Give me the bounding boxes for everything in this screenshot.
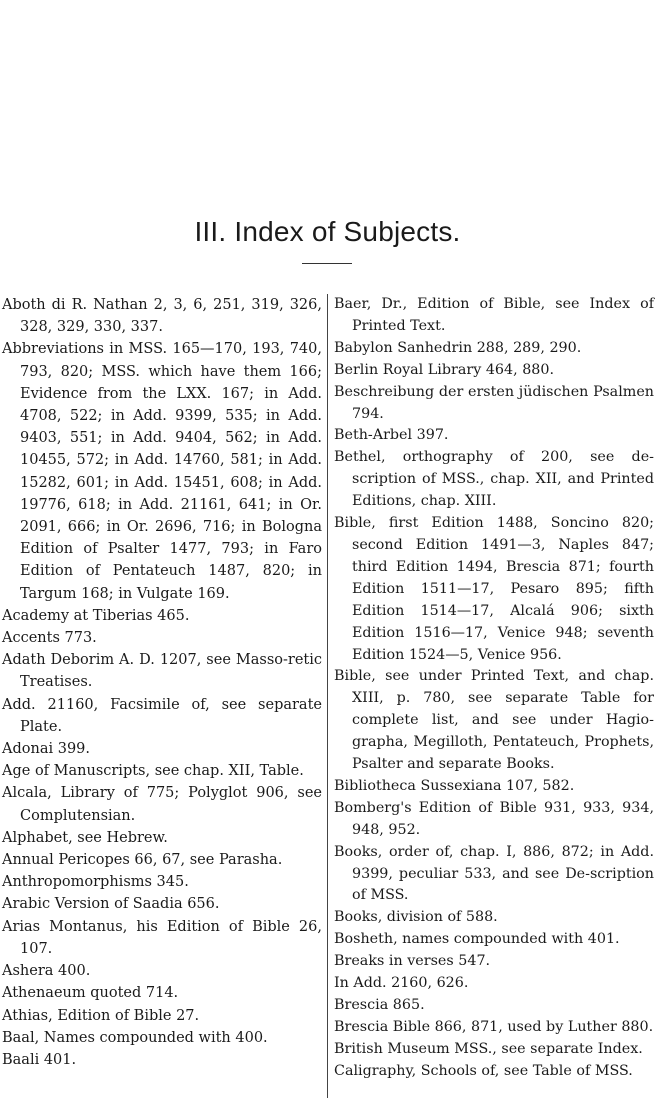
index-entry: Bible, first Edition 1488, Soncino 820; second Edition 1491—3, Naples 847; third Edition 1494, Brescia 871; fourth Edition 1511—17, Pesaro 895; fifth Edition 1514—17, Alcalá 906; sixth Edition 1516—17, Venice 948; seventh Edition 1524—5, Venice 956.: [334, 515, 654, 663]
index-entry: Books, order of, chap. I, 886, 872; in Add. 9399, peculiar 533, and see De-scription of MSS.: [334, 843, 654, 904]
index-entry: Books, division of 588.: [334, 909, 498, 926]
index-entry: In Add. 2160, 626.: [334, 975, 469, 992]
index-entry: Bibliotheca Sussexiana 107, 582.: [334, 777, 575, 794]
index-entry: Bosheth, names compounded with 401.: [334, 931, 620, 948]
index-entry: Arias Montanus, his Edition of Bible 26, 107.: [2, 918, 322, 957]
index-entry: Age of Manuscripts, see chap. XII, Table.: [2, 763, 304, 780]
page-title: III. Index of Subjects.: [194, 216, 461, 247]
index-entry: Alphabet, see Hebrew.: [2, 829, 168, 846]
right-column: [334, 294, 654, 1083]
index-entry: Bomberg's Edition of Bible 931, 933, 934, 948, 952.: [334, 799, 654, 838]
index-entry: Beth-Arbel 397.: [334, 427, 449, 444]
index-entry: Athenaeum quoted 714.: [2, 985, 179, 1002]
index-entry: Brescia Bible 866, 871, used by Luther 880.: [334, 1018, 654, 1035]
index-entry: Annual Pericopes 66, 67, see Parasha.: [2, 852, 283, 869]
index-entry: Adath Deborim A. D. 1207, see Masso-retic Treatises.: [2, 652, 322, 691]
column-divider: [327, 294, 328, 1098]
title-rule: [302, 263, 352, 264]
index-entry: Academy at Tiberias 465.: [2, 607, 190, 624]
index-entry: Arabic Version of Saadia 656.: [2, 896, 220, 913]
index-entry: Anthropomorphisms 345.: [2, 874, 189, 891]
index-entry: Athias, Edition of Bible 27.: [2, 1007, 200, 1024]
index-entry: Brescia 865.: [334, 997, 425, 1013]
left-column: [2, 294, 322, 1071]
index-entry: Babylon Sanhedrin 288, 289, 290.: [334, 339, 582, 356]
index-entry: Accents 773.: [2, 630, 97, 647]
index-entry: Caligraphy, Schools of, see Table of MSS.: [334, 1062, 633, 1079]
index-entry: Bible, see under Printed Text, and chap. XIII, p. 780, see separate Table for complete list, and see under Hagio-grapha, Megilloth, Pentateuch, Prophets, Psalter and separate Books.: [334, 668, 654, 773]
index-entry: Beschreibung der ersten jüdischen Psalmen 794.: [334, 383, 654, 422]
index-entry: Alcala, Library of 775; Polyglot 906, see Complutensian.: [2, 785, 322, 824]
index-entry: Baer, Dr., Edition of Bible, see Index of Printed Text.: [334, 296, 654, 334]
index-entry: Baal, Names compounded with 400.: [2, 1029, 268, 1046]
index-entry: Abbreviations in MSS. 165—170, 193, 740, 793, 820; MSS. which have them 166; Evidence from the LXX. 167; in Add. 4708, 522; in Add. 9399, 535; in Add. 9403, 551; in Add. 9404, 562; in Add. 10455, 572; in Add. 14760, 581; in Add. 15282, 601; in Add. 15451, 608; in Add. 19776, 618; in Add. 21161, 641; in Or. 2091, 666; in Or. 2696, 716; in Bologna Edition of Psalter 1477, 793; in Faro Edition of Pentateuch 1487, 820; in Targum 168; in Vulgate 169.: [2, 341, 322, 602]
index-entry: Breaks in verses 547.: [334, 953, 491, 970]
index-entry: British Museum MSS., see separate Index.: [334, 1040, 643, 1057]
index-entry: Ashera 400.: [2, 963, 91, 980]
index-entry: Berlin Royal Library 464, 880.: [334, 361, 555, 378]
index-entry: Adonai 399.: [2, 741, 90, 758]
index-entry: Aboth di R. Nathan 2, 3, 6, 251, 319, 326, 328, 329, 330, 337.: [2, 297, 322, 336]
index-entry: Bethel, orthography of 200, see de-scription of MSS., chap. XII, and Printed Editions, chap. XIII.: [334, 449, 654, 510]
index-entry: Add. 21160, Facsimile of, see separate Plate.: [2, 696, 322, 735]
index-entry: Baali 401.: [2, 1051, 77, 1068]
